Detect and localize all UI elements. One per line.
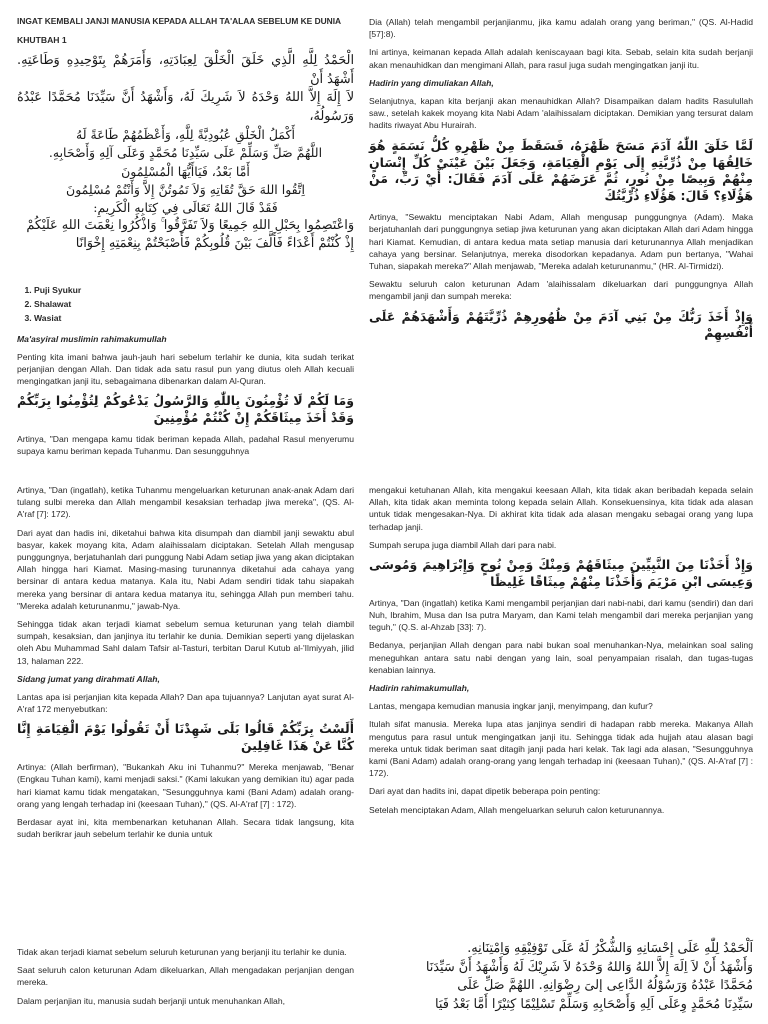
paragraph: Artinya, "Dan mengapa kamu tidak beriman kepada Allah, padahal Rasul menyerumu supaya kamu beriman kepada Tuhanmu. Dan sesungguhnya <box>17 434 354 457</box>
paragraph: Dia (Allah) telah mengambil perjanjianmu, jika kamu adalah orang yang beriman," (QS. Al-Hadid [57]:8). <box>369 17 753 40</box>
right-column-top <box>369 16 753 436</box>
paragraph: Setelah menciptakan Adam, Allah mengeluarkan seluruh calon keturunannya. <box>369 804 665 815</box>
arabic-line: الْحَمْدُ لِلَّهِ الَّذِي خَلَقَ الْخَلْقَ لِعِبَادَتِهِ، وَأَمَرَهُمْ بِتَوْحِيدِهِ وَطَاعَتِهِ. أَشْهَدُ أَنْ <box>17 53 354 87</box>
arabic-verse: وَإِذْ أَخَذَ رَبُّكَ مِنْ بَنِي آدَمَ مِنْ ظُهُورِهِمْ ذُرِّيَّتَهُمْ وَأَشْهَدَهُمْ عَلَى أَنْفُسِهِمْ <box>369 308 753 341</box>
left-column-bottom <box>17 946 354 1024</box>
arabic-line: لاَ إِلَهَ إِلاَّ اللهُ وَحْدَهُ لاَ شَرِيكَ لَهُ، وَأَشْهَدُ أَنَّ سَيِّدَنَا مُحَمَّدًا عَبْدُهُ وَرَسُولُهُ، <box>17 90 354 124</box>
section-subheading: Ma'asyiral muslimin rahimakumullah <box>17 333 167 344</box>
arabic-hadith: لَمَّا خَلَقَ اللّٰهُ آدَمَ مَسَحَ ظَهْرَهُ، فَسَقَطَ مِنْ ظَهْرِهِ كُلُّ نَسَمَةٍ هُوَ خَالِقُهَا مِنْ ذُرِّيَّتِهِ إِلَى يَوْمِ الْقِيَامَةِ، وَجَعَلَ بَيْنَ عَيْنَيْ كُلِّ إِنْسَانٍ مِنْهُمْ وَبِيصًا مِنْ نُورٍ، ثُمَّ عَرَضَهُمْ عَلَى آدَمَ فَقَالَ: أَيْ رَبِّ، مَنْ هَؤُلَاءِ؟ قَالَ: هَؤُلَاءِ ذُرِّيَّتُكَ <box>369 137 753 204</box>
paragraph: Sehingga tidak akan terjadi kiamat sebelum semua keturunan yang telah diambil sumpah, kesaksian, dan janjinya itu terlahir ke dunia. Demikian seperti yang dijelaskan oleh Abu Muhammad Sahl dalam Tafsir al-Tasturi, terbitan Darul Kutub al-'Ilmiyyah, jilid 13, halaman 222. <box>17 619 354 666</box>
paragraph: Artinya, "Dan (ingatlah), ketika Tuhanmu mengeluarkan keturunan anak-anak Adam dari tulang sulbi mereka dan Allah mengambil kesaksian terhadap jiwa mereka", (QS. Al-A'raf [7]: 172). <box>17 485 354 520</box>
arabic-line: أَكْمَلُ الْخَلْقِ عُبُودِيَّةً لِلَّهِ، وَأَعْظَمُهُمْ طَاعَةً لَهُ <box>76 127 295 143</box>
paragraph: Lantas, mengapa kemudian manusia ingkar janji, menyimpang, dan kufur? <box>369 701 653 712</box>
arabic-verse: وَإِذْ أَخَذْنَا مِنَ النَّبِيِّينَ مِيثَاقَهُمْ وَمِنْكَ وَمِنْ نُوحٍ وَإِبْرَاهِيمَ وَمُوسَى وَعِيسَى ابْنِ مَرْيَمَ وَأَخَذْنَا مِنْهُمْ مِيثَاقًا غَلِيظًا <box>369 557 753 589</box>
section-subheading: Hadirin yang dimuliakan Allah, <box>369 77 494 88</box>
paragraph: Berdasar ayat ini, kita membenarkan ketuhanan Allah. Secara tidak langsung, kita sudah berikrar jauh sebelum terlahir ke dunia untuk <box>17 817 354 840</box>
paragraph: Itulah sifat manusia. Mereka lupa atas janjinya sendiri di hadapan rabb mereka. Makanya Allah mengutus para rasul untuk mengingatkan janji itu. Sehingga tidak ada hujjah atau alasan bagi mereka untuk tidak beriman saat ditagih janji pada hari kelak. Tak lagi ada alasan, "Sesungguhnya kami (Bani Adam) adalah orang-orang yang lengah terhadap ini (keesaan Tuhan)," (QS. Al-A'raf [7] : 172). <box>369 719 753 779</box>
arabic-line: إِذْ كُنْتُمْ أَعْدَاءً فَأَلَّفَ بَيْنَ قُلُوبِكُمْ فَأَصْبَحْتُمْ بِنِعْمَتِهِ إِخْوَانًا <box>75 236 354 252</box>
paragraph: Penting kita imani bahwa jauh-jauh hari sebelum terlahir ke dunia, kita sudah terikat perjanjian dengan Allah. Dan tidak ada satu rasul pun yang diutus oleh Allah kecuali mengingatkan janji itu, sebagaimana dibenarkan dalam Al-Quran. <box>17 351 354 387</box>
document-title: INGAT KEMBALI JANJI MANUSIA KEPADA ALLAH TA'ALAA SEBELUM KE DUNIA <box>17 16 342 26</box>
arabic-line: اللَّهُمَّ صَلِّ وَسَلِّمْ عَلَى سَيِّدِنَا مُحَمَّدٍ وَعَلَى آلِهِ وَأَصْحَابِهِ. <box>48 145 323 161</box>
left-column-top <box>17 16 354 457</box>
arabic-line: اَلْحَمْدُ لِلّٰهِ عَلَى إِحْسَانِهِ وَالشُّكْرُ لَهُ عَلَى تَوْفِيْقِهِ وَاِمْتِنَانِهِ. <box>467 941 753 956</box>
arabic-line: وَاعْتَصِمُوا بِحَبْلِ اللهِ جَمِيعًا وَلاَ تَفَرَّقُوا ۚ وَاذْكُرُوا نِعْمَتَ اللهِ عَلَيْكُمْ <box>26 217 354 233</box>
arabic-line: فَقَدْ قَالَ اللهُ تَعَالَى فِي كِتَابِهِ الْكَرِيمِ: <box>93 199 278 215</box>
section-subheading: Hadirin rahimakumullah, <box>369 682 470 693</box>
paragraph: Dalam perjanjian itu, manusia sudah berjanji untuk menuhankan Allah, <box>17 995 286 1006</box>
khutbah-heading: KHUTBAH 1 <box>17 34 67 45</box>
paragraph: Tidak akan terjadi kiamat sebelum seluruh keturunan yang berjanji itu terlahir ke dunia. <box>17 947 347 957</box>
arabic-line: سَيِّدِنَا مُحَمَّدٍ وِعَلَى اَلِهِ وَأَصْحَابِهِ وَسَلِّمْ تَسْلِيْمًا كِثيْرًا أَمَّا بَعْدُ فَيَا <box>435 996 753 1012</box>
paragraph: Selanjutnya, kapan kita berjanji akan menauhidkan Allah? Disampaikan dalam hadits Rasulullah saw., setelah kakek moyang kita Nabi Adam 'alaihissalam diciptakan. Demikian yang tersurat dalam hadits riwayat Abu Hurairah. <box>369 96 753 131</box>
paragraph: Bedanya, perjanjian Allah dengan para nabi bukan soal menuhankan-Nya, melainkan soal saling meneguhkan antara satu nabi dengan yang lain, soal penyampaian risalah, dan tugas-tugas kenabian lainnya. <box>369 640 753 675</box>
arabic-line: وَأَشْهَدُ أَنْ لاَ اِلَهَ إِلاَّ اللهُ وَاللهُ وَحْدَهُ لاَ شَرِيْكَ لَهُ وَأَشْهَدُ أَنَّ سَيِّدَنَا <box>425 959 753 975</box>
arabic-line: مُحَمَّدًا عَبْدُهُ وَرَسُوْلُهُ الدَّاعِى إلىَ رِضْوَانِهِ. اللهُمَّ صَلِّ عَلَى <box>457 978 753 994</box>
paragraph: Dari ayat dan hadis ini, diketahui bahwa kita disumpah dan diambil janji sewaktu abul basyar, kakek moyang kita, Adam alaihissalam diciptakan. Setelah Allah mengusap punggungnya, berjatuhanlah dari punggung Nabi Adam setiap jiwa yang akan diciptakan Allah hingga hari Kiamat. Masing-masing turunannya diketahui ada cahaya yang bersinar di antara kedua matanya. Kala itu, Nabi Adam sendiri tidak tahu siapakah mereka yang bersinar di antara kedua matanya itu, sehingga Allah pun memberi tahu. "Mereka adalah keturunanmu," jawab-Nya. <box>17 527 354 611</box>
paragraph: Sewaktu seluruh calon keturunan Adam 'alaihissalam dikeluarkan dari punggungnya Allah mengambil janji dan sumpah mereka: <box>369 279 753 302</box>
paragraph: Artinya, "Sewaktu menciptakan Nabi Adam, Allah mengusap punggungnya (Adam). Maka berjatuhanlah dari punggungnya setiap jiwa keturunan yang akan diciptakan Allah dari Adam hingga hari Kiamat. Kemudian, di antara kedua mata setiap manusia dari keturunannya Allah menjadikan cahaya yang bersinar. Selanjutnya, mereka disodorkan kepadanya. Adam pun bertanya, "Wahai Tuhan, siapakah mereka?" Allah menjawab, "Mereka adalah keturunanmu," (HR. Al-Tirmidzi). <box>369 212 753 271</box>
paragraph: Artinya: (Allah berfirman), "Bukankah Aku ini Tuhanmu?" Mereka menjawab, "Benar (Engkau Tuhan kami), kami menjadi saksi." (Kami lakukan yang demikian itu) agar pada hari kiamat kamu tidak mengatakan, "Sesungguhnya kami (Bani Adam) adalah orang-orang yang lengah terhadap ini (keesaan Tuhan)," (QS. Al-A'raf [7] : 172). <box>17 762 354 809</box>
paragraph: Dari ayat dan hadits ini, dapat dipetik beberapa poin penting: <box>369 786 601 797</box>
paragraph: Lantas apa isi perjanjian kita kepada Allah? Dan apa tujuannya? Lanjutan ayat surat Al-A'raf 172 menyebutkan: <box>17 692 354 715</box>
paragraph: Ini artinya, keimanan kepada Allah adalah keniscayaan bagi kita. Sebab, selain kita sudah berjanji akan menauhidkan dan mengimani Allah, para rasul juga sudah mengingatkan janji itu. <box>369 47 753 70</box>
paragraph: Artinya, "Dan (ingatlah) ketika Kami mengambil perjanjian dari nabi-nabi, dari kamu (sendiri) dan dari Nuh, Ibrahim, Musa dan Isa putra Maryam, dan Kami telah mengambil dari mereka perjanjian yang teguh," (Q.S. al-Ahzab [33]: 7). <box>369 597 753 633</box>
list-item: 3. Wasiat <box>34 312 354 324</box>
right-column-bottom <box>369 940 753 1024</box>
list-item: 2. Shalawat <box>34 298 354 310</box>
arabic-verse: أَلَسْتُ بِرَبِّكُمْ قَالُوا بَلَى شَهِدْنَا أَنْ تَقُولُوا يَوْمَ الْقِيَامَةِ إِنَّا كُنَّا عَنْ هَذَا غَافِلِينَ <box>17 721 354 754</box>
paragraph: Saat seluruh calon keturunan Adam dikeluarkan, Allah mengadakan perjanjian dengan mereka. <box>17 965 354 988</box>
paragraph: mengakui ketuhanan Allah, kita mengakui keesaan Allah, kita tidak akan beribadah kepada selain Allah, kita tidak akan meminta tolong kepada selain Allah. Konsekuensinya, kita tidak ada alasan untuk tidak mengesakan-Nya. Di akhirat kita tidak ada alasan mengaku sebagai orang yang lupa terhadap janji. <box>369 485 753 532</box>
arabic-verse: وَمَا لَكُمْ لَا تُؤْمِنُونَ بِاللّٰهِ وَالرَّسُولُ يَدْعُوكُمْ لِتُؤْمِنُوا بِرَبِّكُمْ وَقَدْ أَخَذَ مِيثَاقَكُمْ إِنْ كُنْتُمْ مُؤْمِنِينَ <box>17 393 354 426</box>
sermon-outline-list <box>17 284 354 325</box>
arabic-line: اِتَّقُوا اللهَ حَقَّ تُقَاتِهِ وَلاَ تَمُوتُنَّ إِلاَّ وَأَنْتُمْ مُسْلِمُونَ <box>66 181 305 197</box>
section-subheading: Sidang jumat yang dirahmati Allah, <box>17 673 160 684</box>
right-column-middle <box>369 484 753 904</box>
arabic-line: أَمَّا بَعْدُ، فَيَاأَيُّهَا الْمُسْلِمُونَ <box>121 163 250 179</box>
paragraph: Sumpah serupa juga diambil Allah dari para nabi. <box>369 539 557 550</box>
list-item: 1. Puji Syukur <box>34 284 354 296</box>
left-column-middle <box>17 484 354 914</box>
opening-arabic <box>17 52 354 254</box>
